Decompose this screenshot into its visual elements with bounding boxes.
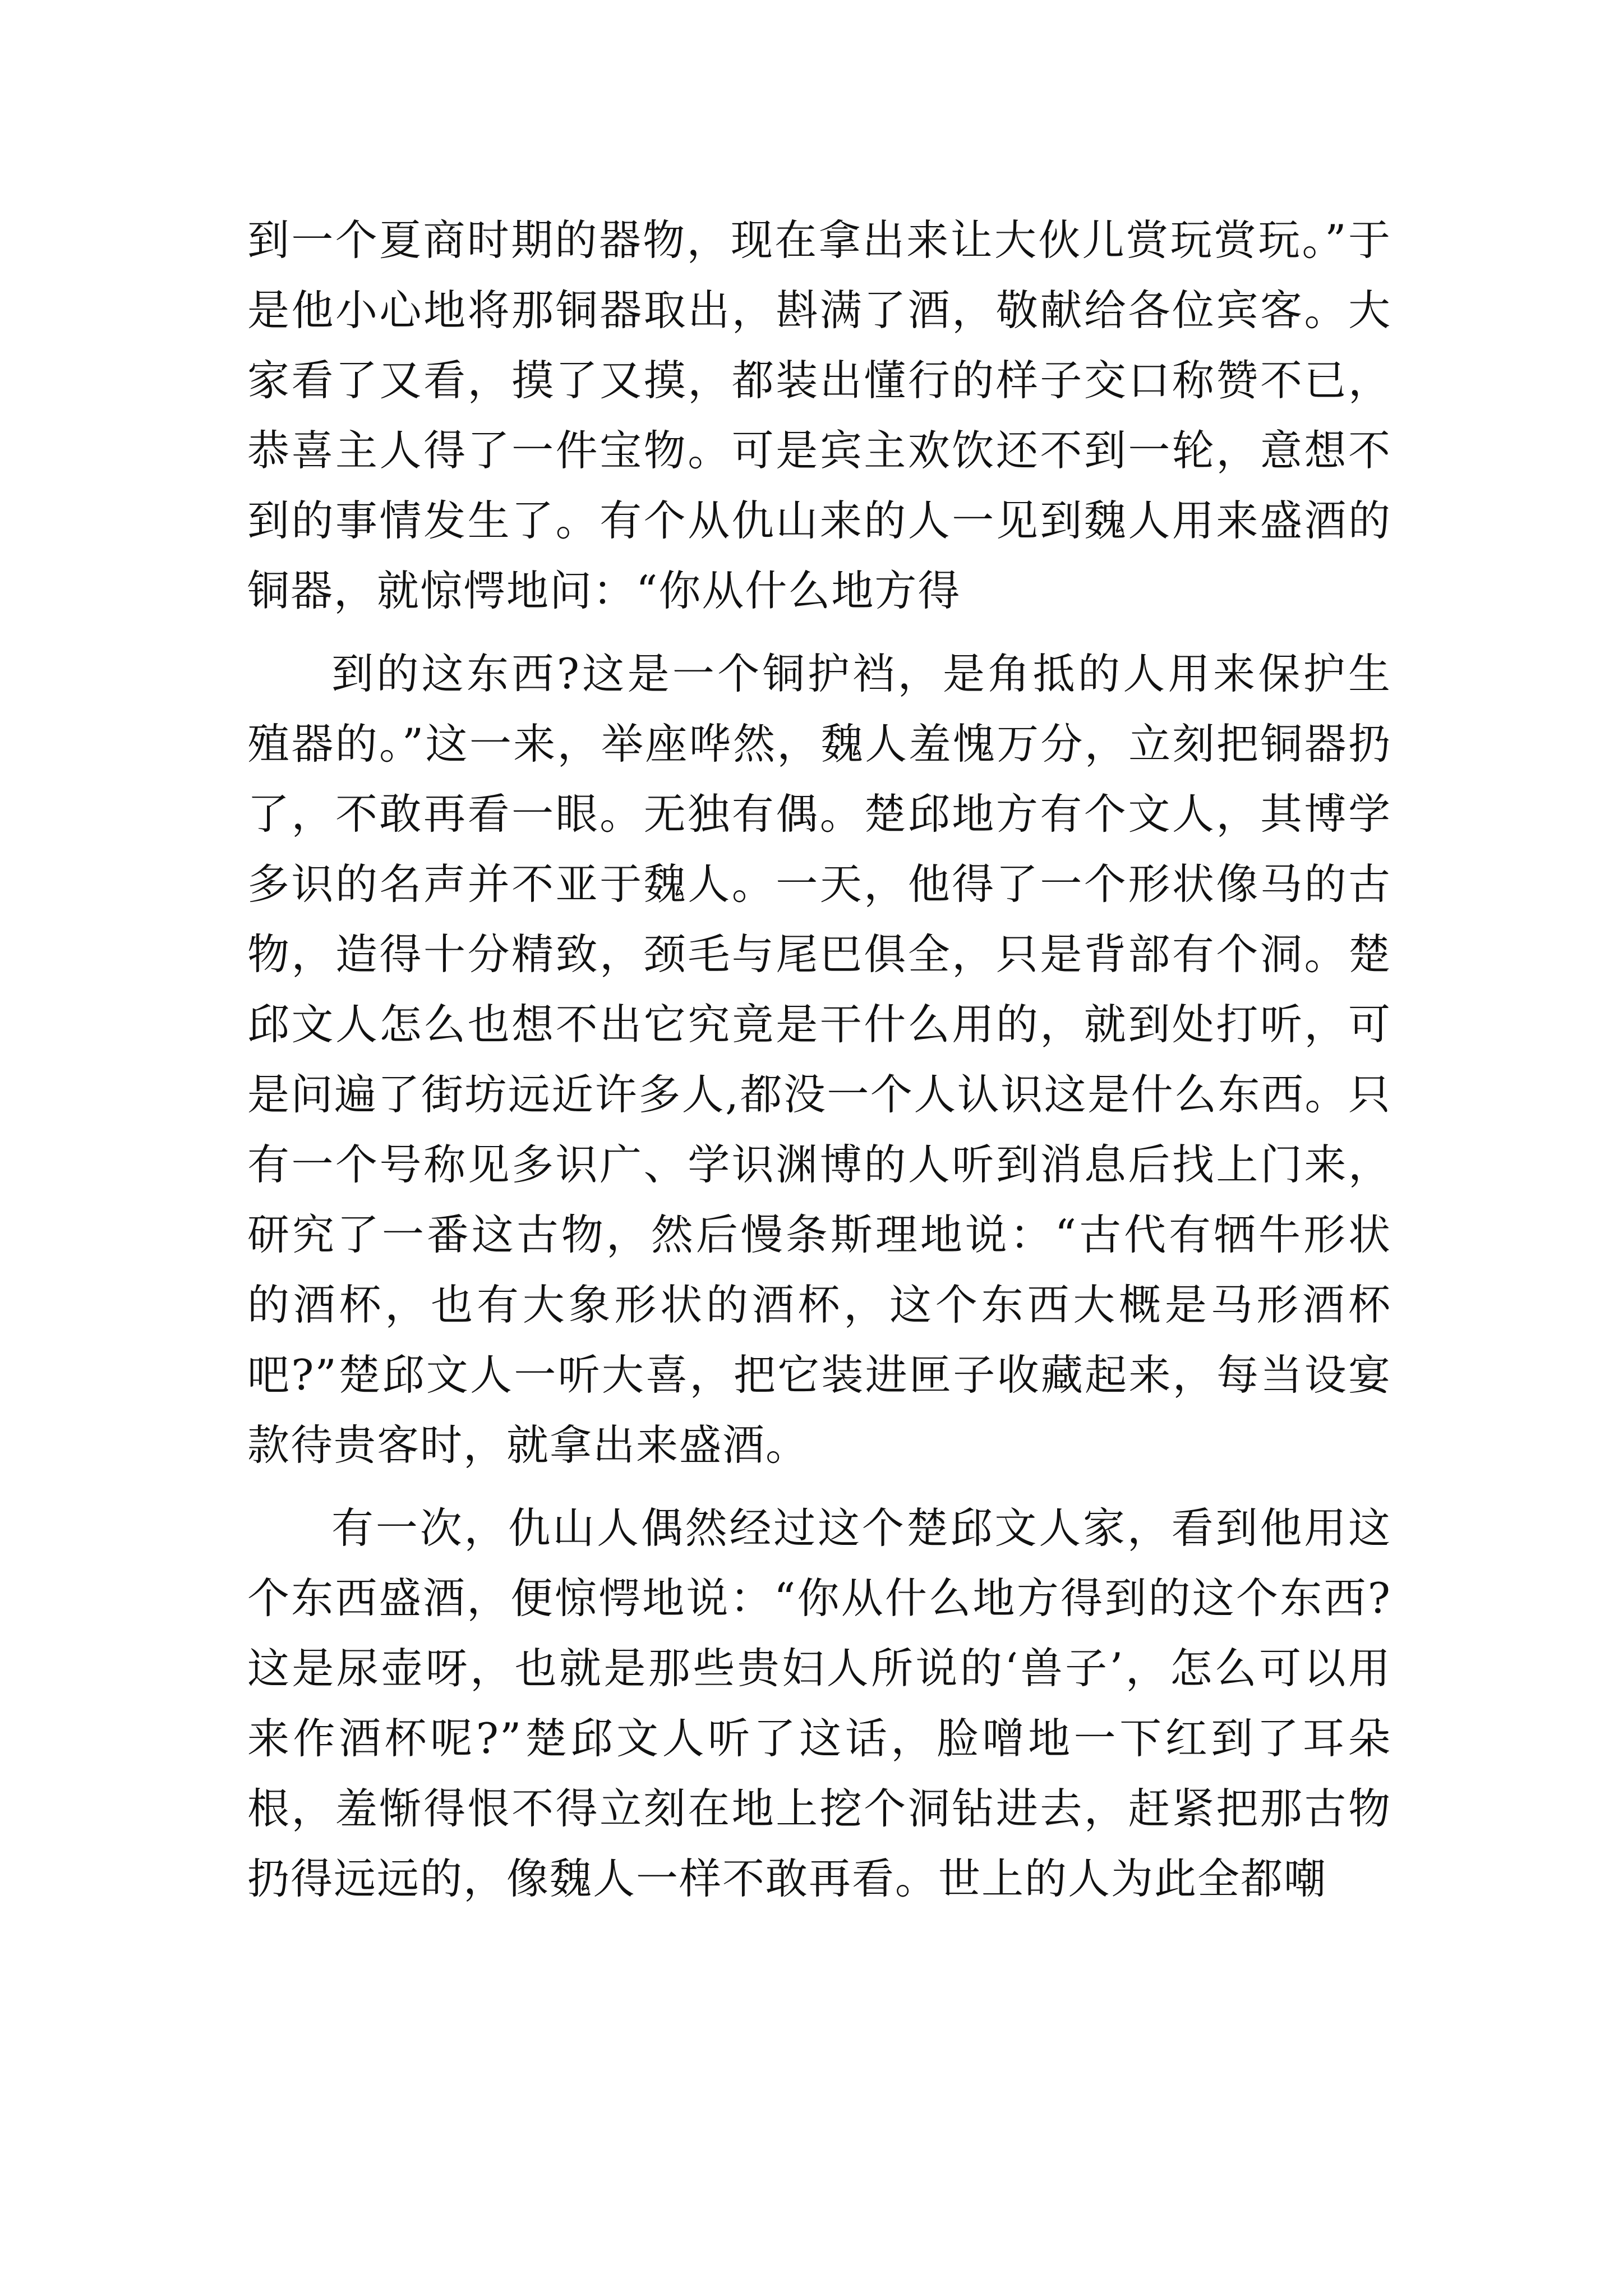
paragraph-1: 到一个夏商时期的器物，现在拿出来让大伙儿赏玩赏玩。”于是他小心地将那铜器取出，斟满了酒，敬献给各位宾客。大家看了又看，摸了又摸，都装出懂行的样子交口称赞不已，恭喜主人得了一件宝物。可是宾主欢饮还不到一轮，意想不到的事情发生了。有个从仇山来的人一见到魏人用来盛酒的铜器，就惊愕地问：“你从什么地方得 (247, 215, 1391, 615)
paragraph-2: 到的这东西?这是一个铜护裆，是角抵的人用来保护生殖器的。”这一来，举座哗然，魏人羞愧万分，立刻把铜器扔了，不敢再看一眼。无独有偶。楚邱地方有个文人，其博学多识的名声并不亚于魏人。一天，他得了一个形状像马的古物，造得十分精致，颈毛与尾巴俱全，只是背部有个洞。楚邱文人怎么也想不出它究竟是干什么用的，就到处打听，可是问遍了街坊远近许多人,都没一个人认识这是什么东西。只有一个号称见多识广、学识渊博的人听到消息后找上门来，研究了一番这古物，然后慢条斯理地说：“古代有牺牛形状的酒杯，也有大象形状的酒杯，这个东西大概是马形酒杯吧?”楚邱文人一听大喜，把它装进匣子收藏起来，每当设宴款待贵客时，就拿出来盛酒。 (247, 649, 1391, 1470)
paragraph-3: 有一次，仇山人偶然经过这个楚邱文人家，看到他用这个东西盛酒，便惊愕地说：“你从什么地方得到的这个东西?这是尿壶呀，也就是那些贵妇人所说的‘兽子’，怎么可以用来作酒杯呢?”楚邱文人听了这话，脸噌地一下红到了耳朵根，羞惭得恨不得立刻在地上挖个洞钻进去，赶紧把那古物扔得远远的，像魏人一样不敢再看。世上的人为此全都嘲 (247, 1503, 1391, 1903)
document-body (247, 205, 1391, 1927)
